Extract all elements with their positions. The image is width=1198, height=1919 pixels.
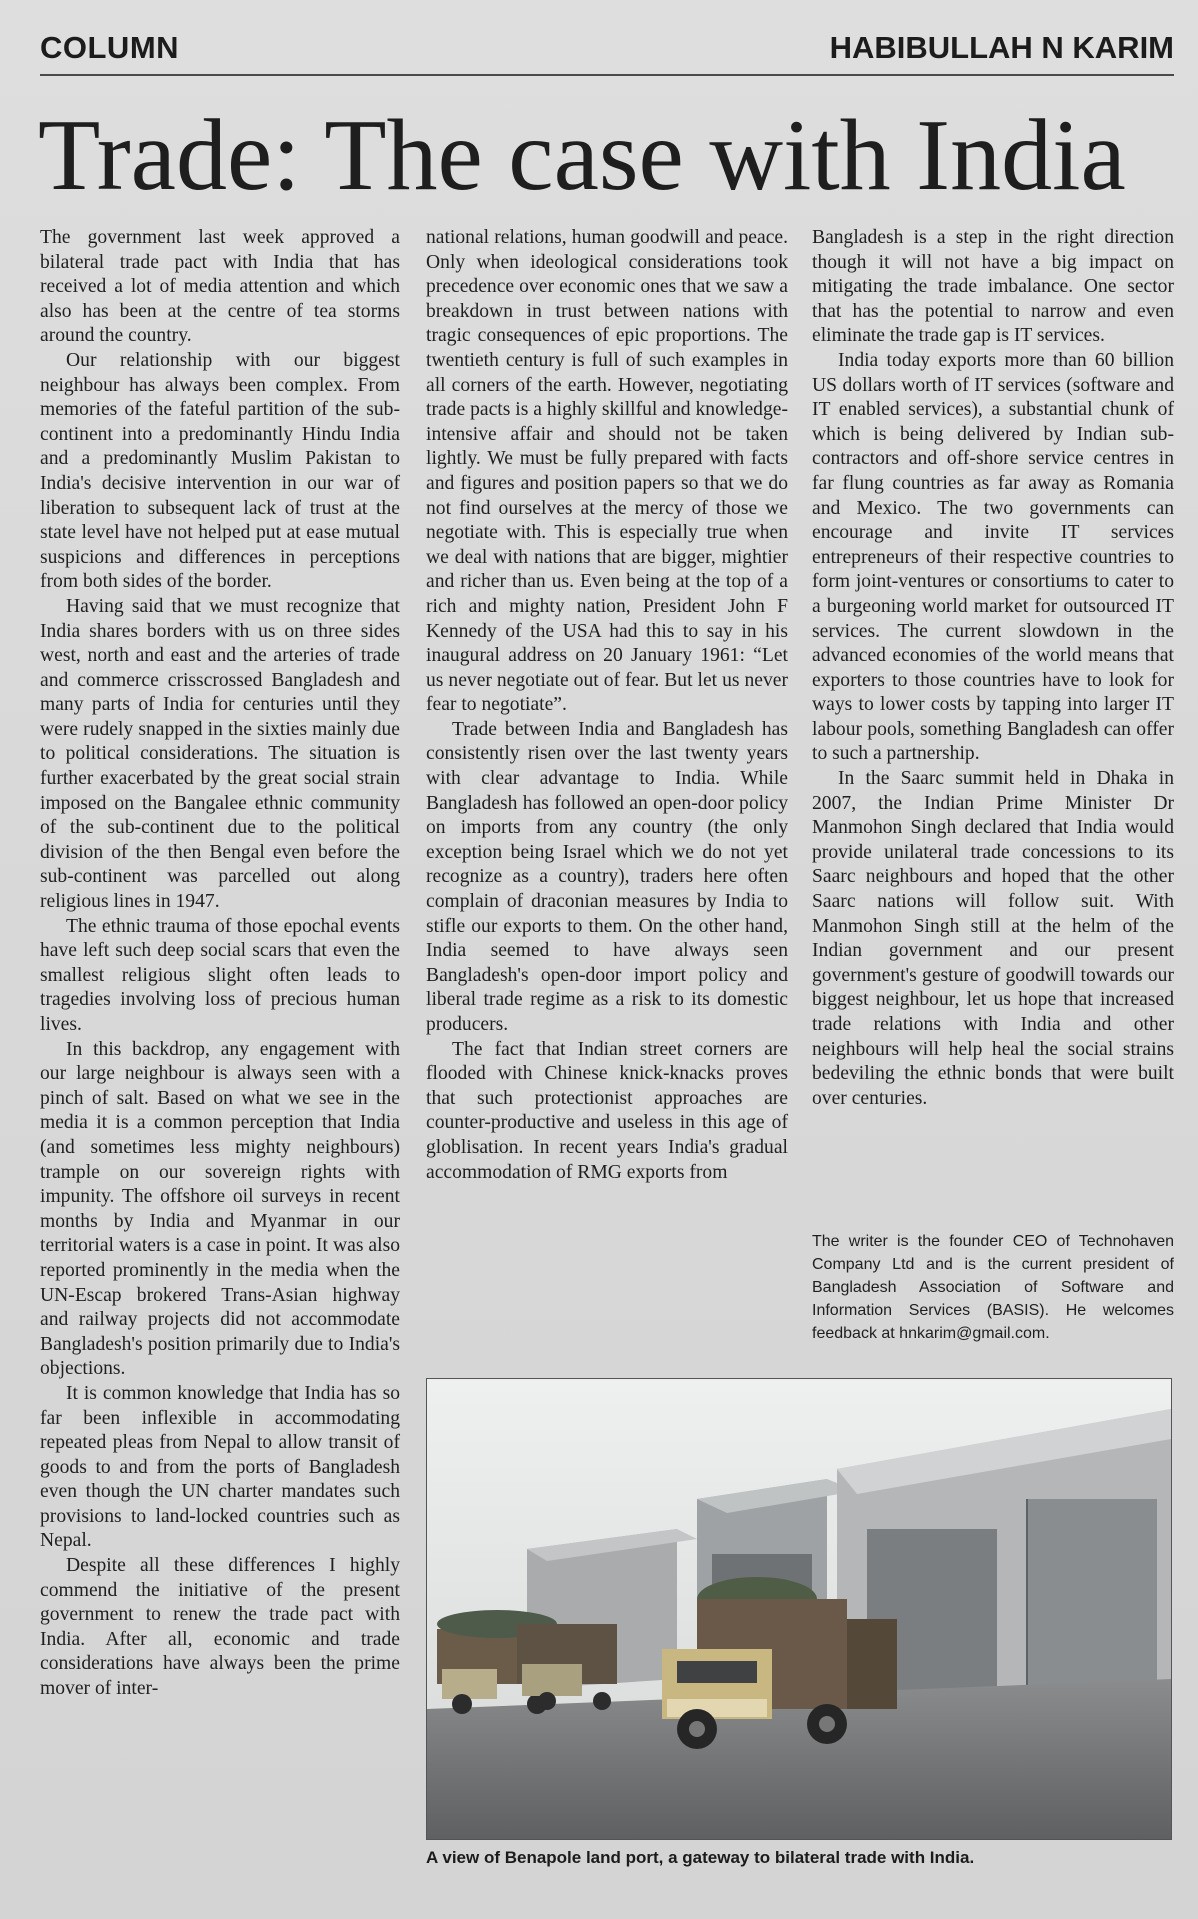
section-kicker: COLUMN bbox=[40, 30, 180, 65]
paragraph: It is common knowledge that India has so far been inflexible in accommodating repeated pleas from Nepal to allow transit of goods to and from the ports of Bangladesh even though the UN charter mandates such provisions to land-locked countries such as Nepal. bbox=[40, 1382, 400, 1552]
paragraph: Trade between India and Bangladesh has consistently risen over the last twenty years with clear advantage to India. While Bangladesh has followed an open-door policy on imports from any country (the only exception being Israel which we do not yet recognize as a country), traders here often complain of draconian measures by India to stifle our exports to them. On the other hand, India seemed to have always seen Bangladesh's open-door import policy and liberal trade regime as a risk to its domestic producers. bbox=[426, 718, 788, 1035]
paragraph: Our relationship with our biggest neighbour has always been complex. From memories of the fateful partition of the sub-continent into a predominantly Hindu India and a predominantly Muslim Pakistan to India's decisive intervention in our war of liberation to subsequent lack of trust at the state level have not helped put at ease mutual suspicions and differences in perceptions from both sides of the border. bbox=[40, 349, 400, 593]
article-column-2 bbox=[426, 226, 788, 1185]
paragraph: The fact that Indian street corners are flooded with Chinese knick-knacks proves that such protectionist approaches are counter-productive and useless in this age of globlisation. In recent years India's gradual accommodation of RMG exports from bbox=[426, 1038, 788, 1183]
paragraph: The government last week approved a bilateral trade pact with India that has received a lot of media attention and which also has been at the centre of tea storms around the country. bbox=[40, 227, 400, 347]
paragraph: In this backdrop, any engagement with our large neighbour is always seen with a pinch of salt. Based on what we see in the media it is a common perception that India (and sometimes less mighty neighbours) trample on our sovereign rights with impunity. The offshore oil surveys in recent months by India and Myanmar in our territorial waters is a case in point. It was also reported prominently in the media when the UN-Escap brokered Trans-Asian highway and railway projects did not accommodate Bangladesh's position primarily due to India's objections. bbox=[40, 1038, 400, 1380]
column-header bbox=[40, 30, 1174, 76]
paragraph: Despite all these differences I highly commend the initiative of the present government to renew the trade pact with India. After all, economic and trade considerations have always been the prime mover of inter- bbox=[40, 1555, 400, 1700]
benapole-port-photo bbox=[427, 1379, 1171, 1839]
paragraph: Having said that we must recognize that India shares borders with us on three sides west, north and east and the arteries of trade and commerce crisscrossed Bangladesh and many parts of India for centuries until they were rudely snapped in the sixties mainly due to political considerations. The situation is further exacerbated by the great social strain imposed on the Bangalee ethnic community of the sub-continent due to the political division of the then Bengal even before the sub-continent was parcelled out along religious lines in 1947. bbox=[40, 595, 400, 913]
article-column-1 bbox=[40, 226, 400, 1702]
author-bio: The writer is the founder CEO of Technohaven Company Ltd and is the current president of Bangladesh Association of Software and Information Services (BASIS). He welcomes feedback at hnkarim@gmail.com. bbox=[812, 1233, 1174, 1342]
paragraph: national relations, human goodwill and peace. Only when ideological considerations took precedence over economic ones that we saw a breakdown in trust between nations with tragic consequences of epic proportions. The twentieth century is full of such examples in all corners of the earth. However, negotiating trade pacts is a highly skillful and knowledge-intensive affair and should not be taken lightly. We must be fully prepared with facts and figures and position papers so that we do not find ourselves at the mercy of those we negotiate with. This is especially true when we deal with nations that are bigger, mightier and richer than us. Even being at the top of a rich and mighty nation, President John F Kennedy of the USA had this to say in his inaugural address on 20 January 1961: “Let us never negotiate out of fear. But let us never fear to negotiate”. bbox=[426, 227, 788, 716]
photo-caption: A view of Benapole land port, a gateway to bilateral trade with India. bbox=[426, 1848, 975, 1867]
paragraph: India today exports more than 60 billion US dollars worth of IT services (software and IT enabled services), a substantial chunk of which is being delivered by Indian sub-contractors and off-shore service centres in far flung countries as far away as Romania and Mexico. The two governments can encourage and invite IT services entrepreneurs of their respective countries to form joint-ventures or consortiums to cater to a burgeoning world market for outsourced IT services. The current slowdown in the advanced economies of the world means that exporters to those countries have to look for ways to lower costs by tapping into larger IT labour pools, something Bangladesh can offer to such a partnership. bbox=[812, 349, 1174, 765]
paragraph: Bangladesh is a step in the right direction though it will not have a big impact on mitigating the trade imbalance. One sector that has the potential to narrow and even eliminate the trade gap is IT services. bbox=[812, 227, 1174, 347]
paragraph: The ethnic trauma of those epochal events have left such deep social scars that even the smallest religious slight often leads to tragedies involving loss of precious human lives. bbox=[40, 915, 400, 1035]
article-photo bbox=[426, 1378, 1172, 1840]
article-column-3 bbox=[812, 226, 1174, 1111]
paragraph: In the Saarc summit held in Dhaka in 2007, the Indian Prime Minister Dr Manmohon Singh declared that India would provide unilateral trade concessions to its Saarc neighbours and hoped that the other Saarc nations will follow suit. With Manmohon Singh still at the helm of the Indian government and our present government's gesture of goodwill towards our biggest neighbour, let us hope that increased trade relations with India and other neighbours will help heal the social strains bedeviling the ethnic bonds that were built over centuries. bbox=[812, 768, 1174, 1109]
author-byline: HABIBULLAH N KARIM bbox=[829, 30, 1174, 65]
article-headline: Trade: The case with India bbox=[38, 99, 1126, 212]
